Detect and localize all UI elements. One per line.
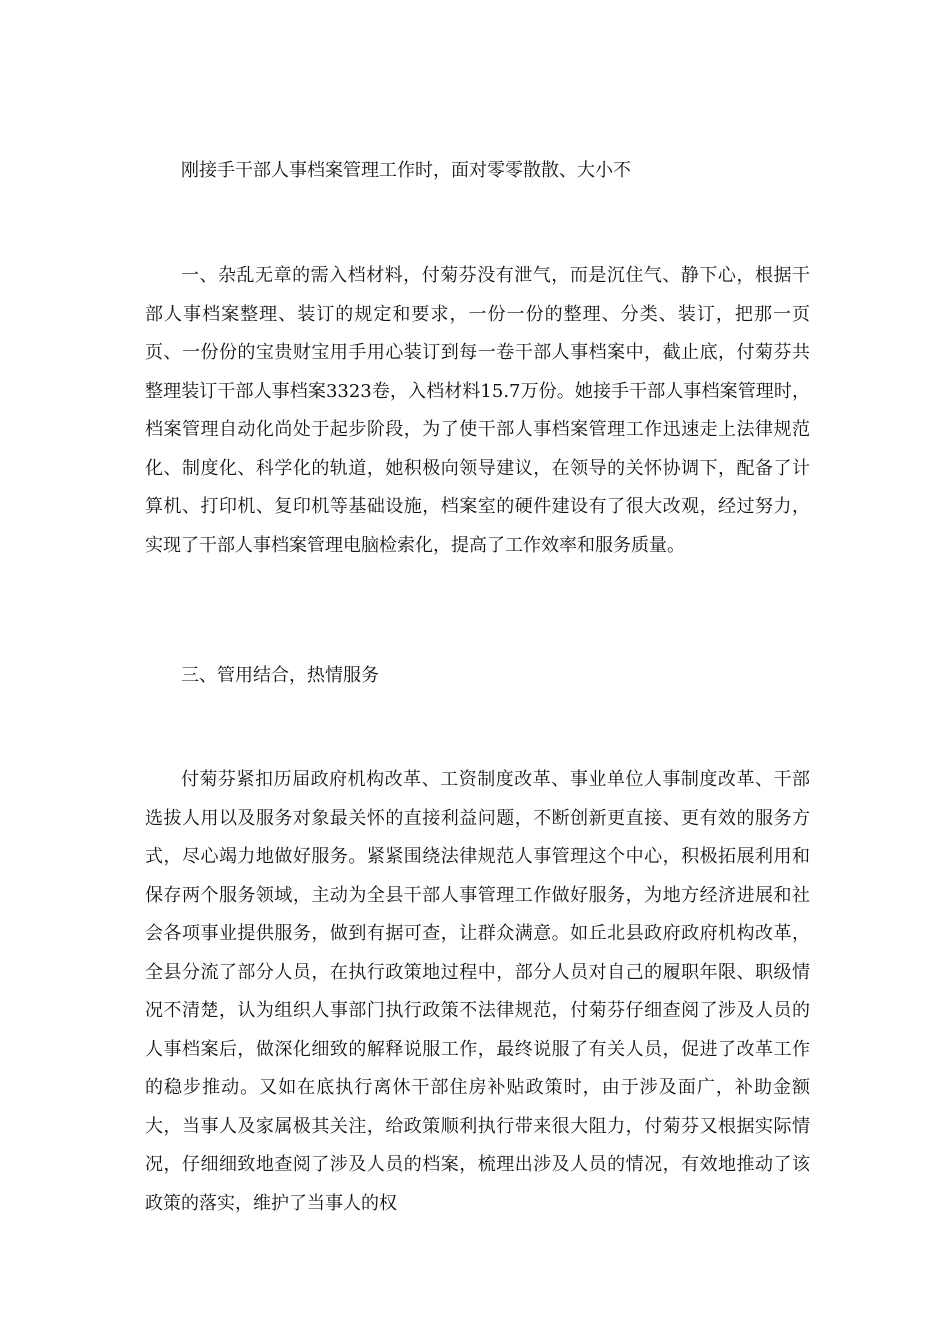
- paragraph-service: 付菊芬紧扣历届政府机构改革、工资制度改革、事业单位人事制度改革、干部选拔人用以及服务对象最关怀的直接利益问题，不断创新更直接、更有效的服务方式，尽心竭力地做好服务。紧紧围绕法律规范人事管理这个中心，积极拓展利用和保存两个服务领域，主动为全县干部人事管理工作做好服务，为地方经济进展和社会各项事业提供服务，做到有据可查，让群众满意。如丘北县政府政府机构改革，全县分流了部分人员，在执行政策地过程中，部分人员对自己的履职年限、职级情况不清楚，认为组织人事部门执行政策不法律规范，付菊芬仔细查阅了涉及人员的人事档案后，做深化细致的解释说服工作，最终说服了有关人员，促进了改革工作的稳步推动。又如在底执行离休干部住房补贴政策时，由于涉及面广，补助金额大，当事人及家属极其关注，给政策顺利执行带来很大阻力，付菊芬又根据实际情况，仔细细致地查阅了涉及人员的档案，梳理出涉及人员的情况，有效地推动了该政策的落实，维护了当事人的权: [145, 769, 810, 1214]
- paragraph-archive-organizing: 一、杂乱无章的需入档材料，付菊芬没有泄气，而是沉住气、静下心，根据干部人事档案整理、装订的规定和要求，一份一份的整理、分类、装订，把那一页页、一份份的宝贵财宝用手用心装订到每一卷干部人事档案中，截止底，付菊芬共整理装订干部人事档案3323卷，入档材料15.7万份。她接手干部人事档案管理时，档案管理自动化尚处于起步阶段，为了使干部人事档案管理工作迅速走上法律规范化、制度化、科学化的轨道，她积极向领导建议，在领导的关怀协调下，配备了计算机、打印机、复印机等基础设施，档案室的硬件建设有了很大改观，经过努力，实现了干部人事档案管理电脑检索化，提高了工作效率和服务质量。: [145, 265, 810, 556]
- paragraph-intro: 刚接手干部人事档案管理工作时，面对零零散散、大小不: [181, 160, 631, 181]
- section-heading-three: 三、管用结合，热情服务: [181, 665, 379, 686]
